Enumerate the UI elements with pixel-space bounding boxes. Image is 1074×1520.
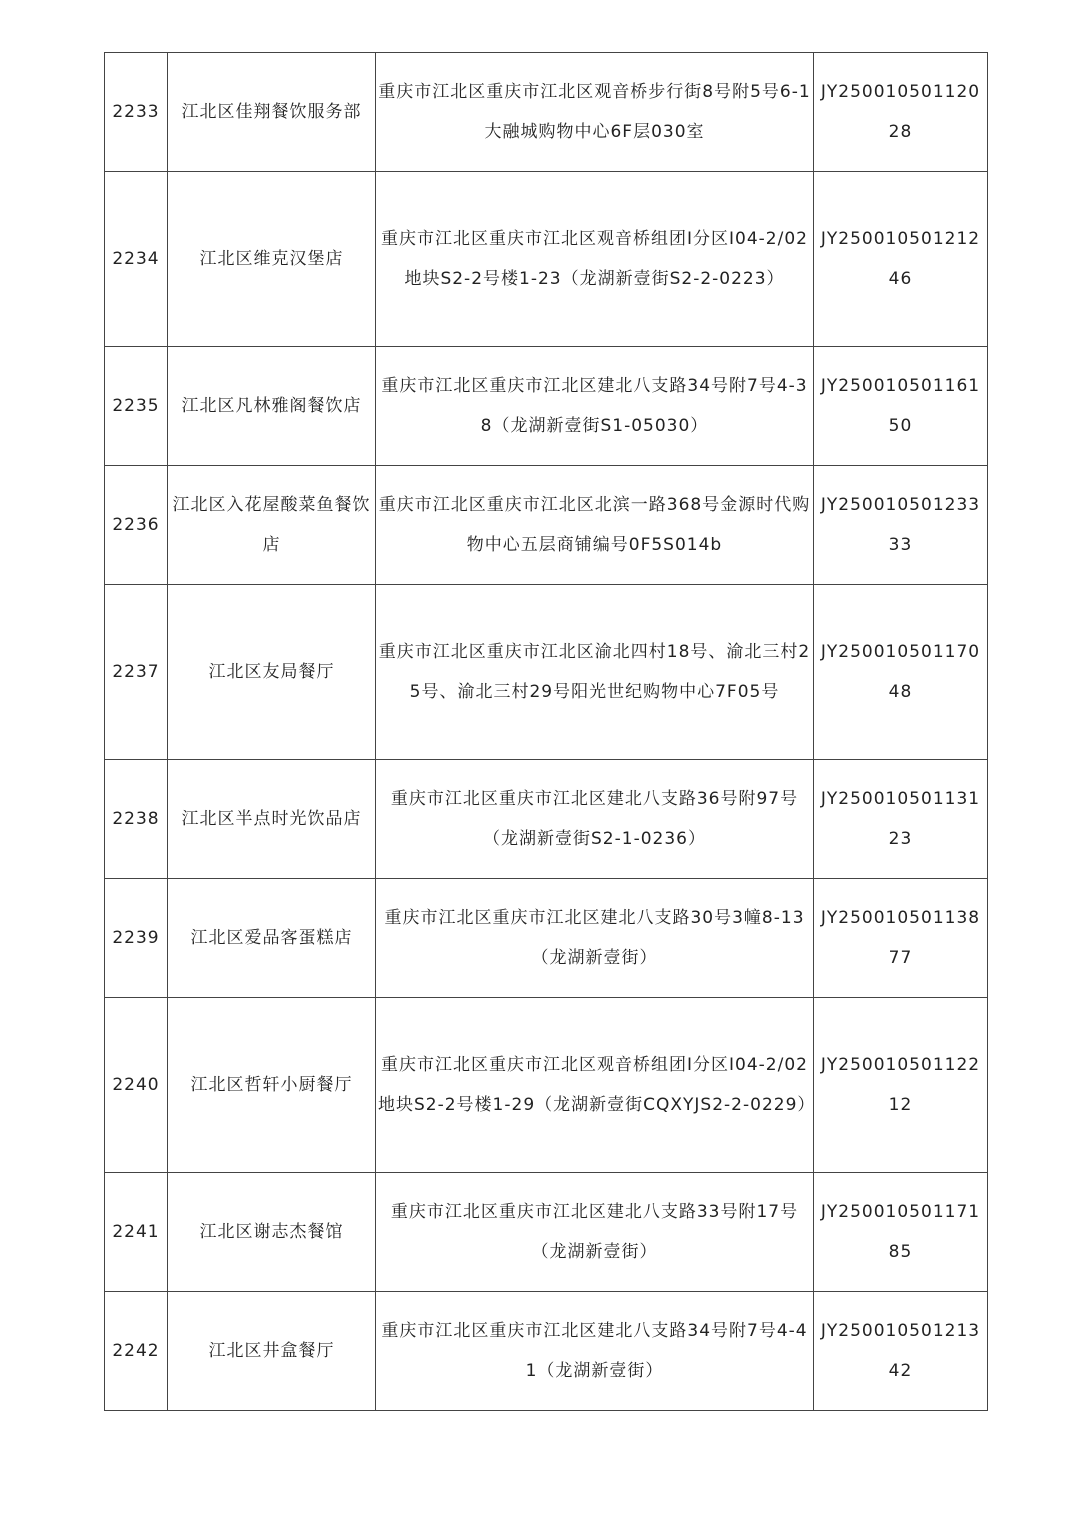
business-name: 江北区半点时光饮品店	[168, 760, 376, 879]
row-number: 2236	[105, 466, 168, 585]
license-number: JY25001050121246	[814, 172, 988, 347]
business-name: 江北区谢志杰餐馆	[168, 1173, 376, 1292]
row-number: 2241	[105, 1173, 168, 1292]
row-number: 2240	[105, 998, 168, 1173]
business-name: 江北区佳翔餐饮服务部	[168, 53, 376, 172]
row-number: 2238	[105, 760, 168, 879]
business-address: 重庆市江北区重庆市江北区建北八支路30号3幢8-13（龙湖新壹街）	[376, 879, 814, 998]
business-name: 江北区凡林雅阁餐饮店	[168, 347, 376, 466]
table-row	[105, 53, 988, 172]
table-row	[105, 1173, 988, 1292]
business-address: 重庆市江北区重庆市江北区北滨一路368号金源时代购物中心五层商铺编号0F5S014b	[376, 466, 814, 585]
table-row	[105, 466, 988, 585]
business-address: 重庆市江北区重庆市江北区观音桥组团Ⅰ分区I04-2/02地块S2-2号楼1-29（龙湖新壹街CQXYJS2-2-0229）	[376, 998, 814, 1173]
table-row	[105, 347, 988, 466]
business-name: 江北区友局餐厅	[168, 585, 376, 760]
table-row	[105, 998, 988, 1173]
row-number: 2234	[105, 172, 168, 347]
business-registry-table	[104, 52, 988, 1411]
table-row	[105, 879, 988, 998]
business-address: 重庆市江北区重庆市江北区观音桥组团Ⅰ分区I04-2/02地块S2-2号楼1-23（龙湖新壹街S2-2-0223）	[376, 172, 814, 347]
business-address: 重庆市江北区重庆市江北区渝北四村18号、渝北三村25号、渝北三村29号阳光世纪购物中心7F05号	[376, 585, 814, 760]
table-row	[105, 172, 988, 347]
license-number: JY25001050123333	[814, 466, 988, 585]
license-number: JY25001050116150	[814, 347, 988, 466]
business-name: 江北区维克汉堡店	[168, 172, 376, 347]
business-address: 重庆市江北区重庆市江北区建北八支路36号附97号（龙湖新壹街S2-1-0236）	[376, 760, 814, 879]
business-name: 江北区入花屋酸菜鱼餐饮店	[168, 466, 376, 585]
row-number: 2237	[105, 585, 168, 760]
table-row	[105, 585, 988, 760]
row-number: 2242	[105, 1292, 168, 1411]
license-number: JY25001050117185	[814, 1173, 988, 1292]
license-number: JY25001050113877	[814, 879, 988, 998]
business-address: 重庆市江北区重庆市江北区观音桥步行街8号附5号6-1大融城购物中心6F层030室	[376, 53, 814, 172]
row-number: 2235	[105, 347, 168, 466]
business-name: 江北区爱品客蛋糕店	[168, 879, 376, 998]
business-address: 重庆市江北区重庆市江北区建北八支路33号附17号（龙湖新壹街）	[376, 1173, 814, 1292]
license-number: JY25001050113123	[814, 760, 988, 879]
business-name: 江北区哲轩小厨餐厅	[168, 998, 376, 1173]
license-number: JY25001050117048	[814, 585, 988, 760]
table-row	[105, 760, 988, 879]
row-number: 2233	[105, 53, 168, 172]
business-name: 江北区井盒餐厅	[168, 1292, 376, 1411]
business-address: 重庆市江北区重庆市江北区建北八支路34号附7号4-38（龙湖新壹街S1-05030）	[376, 347, 814, 466]
license-number: JY25001050112212	[814, 998, 988, 1173]
row-number: 2239	[105, 879, 168, 998]
business-address: 重庆市江北区重庆市江北区建北八支路34号附7号4-41（龙湖新壹街）	[376, 1292, 814, 1411]
license-number: JY25001050112028	[814, 53, 988, 172]
license-number: JY25001050121342	[814, 1292, 988, 1411]
table-row	[105, 1292, 988, 1411]
